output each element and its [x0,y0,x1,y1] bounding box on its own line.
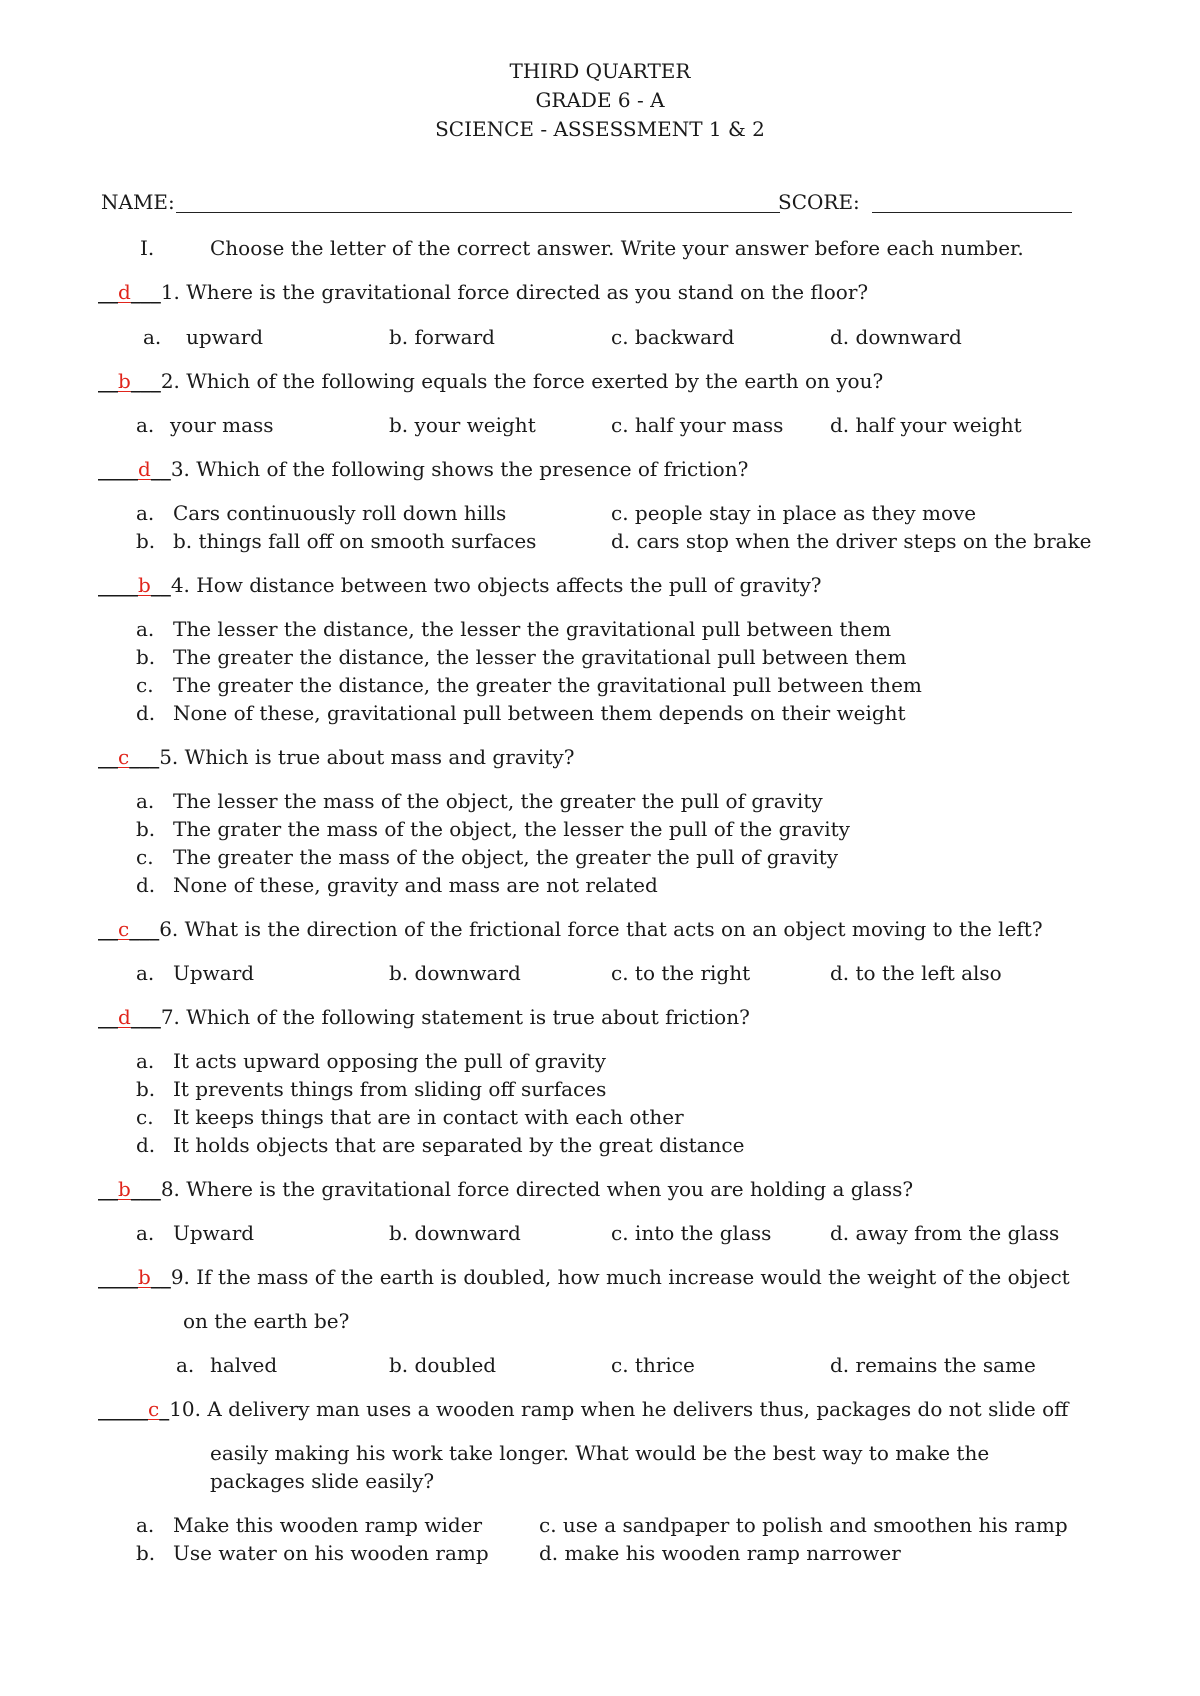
answer-blank-post[interactable]: ___ [130,369,161,393]
choice-a: Upward [173,1221,255,1245]
question-stem-continued: easily making his work take longer. What would be the best way to make the [210,1441,990,1465]
choice-letter: c. [136,673,154,697]
choice-a: halved [210,1353,278,1377]
question-2 [98,369,883,393]
choice-d: d. downward [830,325,962,349]
header-subject: SCIENCE - ASSESSMENT 1 & 2 [435,117,765,141]
answer-blank-post[interactable]: ___ [130,280,161,304]
question-6 [98,917,1043,941]
answer-key[interactable]: b [118,1177,131,1201]
answer-key[interactable]: b [118,369,131,393]
choice-a: your mass [170,413,274,437]
answer-key[interactable]: d [118,280,131,304]
choice-letter: b. [136,1541,156,1565]
answer-key[interactable]: c [118,745,130,769]
question-stem: 4. How distance between two objects affects the pull of gravity? [170,573,822,597]
answer-blank-pre[interactable]: ____ [98,573,138,597]
choice-c: The greater the mass of the object, the greater the pull of gravity [173,845,839,869]
answer-blank-pre[interactable]: __ [98,1005,118,1029]
answer-key[interactable]: c [118,917,130,941]
header-grade: GRADE 6 - A [535,88,665,112]
choice-a: The lesser the mass of the object, the greater the pull of gravity [173,789,823,813]
answer-blank-pre[interactable]: ____ [98,457,138,481]
choice-letter: a. [136,961,155,985]
choice-d: It holds objects that are separated by the great distance [173,1133,745,1157]
question-stem: 3. Which of the following shows the presence of friction? [170,457,749,481]
choice-a: The lesser the distance, the lesser the gravitational pull between them [173,617,892,641]
choice-letter: a. [176,1353,195,1377]
name-field-line[interactable] [176,212,780,213]
question-stem: 1. Where is the gravitational force directed as you stand on the floor? [160,280,869,304]
answer-blank-post[interactable]: ___ [129,745,160,769]
choice-c: c. half your mass [611,413,784,437]
answer-blank-post[interactable]: __ [150,573,171,597]
question-stem: 7. Which of the following statement is true about friction? [160,1005,750,1029]
choice-a: upward [186,325,264,349]
answer-blank-post[interactable]: _ [159,1397,170,1421]
answer-blank-post[interactable]: ___ [129,917,160,941]
choice-d: d. remains the same [830,1353,1036,1377]
choice-b: The greater the distance, the lesser the gravitational pull between them [173,645,907,669]
question-stem: 2. Which of the following equals the force exerted by the earth on you? [160,369,884,393]
question-4 [98,573,822,597]
choice-a: Make this wooden ramp wider [173,1513,483,1537]
question-7 [98,1005,750,1029]
question-9 [98,1265,1070,1289]
question-3 [98,457,748,481]
choice-b: b. downward [389,1221,521,1245]
answer-blank-pre[interactable]: __ [98,1177,118,1201]
answer-key[interactable]: d [138,457,151,481]
question-stem: 5. Which is true about mass and gravity? [159,745,575,769]
instruction-text: Choose the letter of the correct answer. Write your answer before each number. [210,236,1024,260]
answer-blank-post[interactable]: ___ [130,1005,161,1029]
choice-c: c. use a sandpaper to polish and smoothen his ramp [539,1513,1068,1537]
question-stem-continued: packages slide easily? [210,1469,435,1493]
choice-b: b. doubled [389,1353,497,1377]
answer-key[interactable]: d [118,1005,131,1029]
choice-d: d. away from the glass [830,1221,1060,1245]
choice-letter: b. [136,529,156,553]
choice-letter: b. [136,1077,156,1101]
choice-letter: b. [136,817,156,841]
choice-letter: d. [136,701,156,725]
answer-key[interactable]: b [138,1265,151,1289]
choice-letter: c. [136,1105,154,1129]
choice-b: b. your weight [389,413,536,437]
choice-letter: a. [136,617,155,641]
choice-c: c. into the glass [611,1221,772,1245]
choice-letter: a. [143,325,162,349]
choice-b: b. things fall off on smooth surfaces [173,529,537,553]
choice-b: b. downward [389,961,521,985]
question-stem: 9. If the mass of the earth is doubled, how much increase would the weight of the object [170,1265,1070,1289]
choice-c: c. to the right [611,961,751,985]
question-5 [98,745,574,769]
question-stem: 6. What is the direction of the frictional force that acts on an object moving to the left? [159,917,1043,941]
question-10 [98,1397,1068,1421]
score-field-line[interactable] [872,212,1072,213]
answer-blank-post[interactable]: __ [150,457,171,481]
choice-d: d. to the left also [830,961,1002,985]
score-label: SCORE: [778,190,860,214]
choice-c: c. thrice [611,1353,695,1377]
choice-letter: d. [136,1133,156,1157]
question-stem: 8. Where is the gravitational force directed when you are holding a glass? [160,1177,914,1201]
answer-key[interactable]: b [138,573,151,597]
question-stem: 10. A delivery man uses a wooden ramp when he delivers thus, packages do not slide off [169,1397,1069,1421]
choice-letter: a. [136,1221,155,1245]
choice-letter: a. [136,413,155,437]
choice-d: None of these, gravitational pull between them depends on their weight [173,701,906,725]
choice-letter: a. [136,1513,155,1537]
choice-d: d. make his wooden ramp narrower [539,1541,901,1565]
answer-blank-pre[interactable]: __ [98,280,118,304]
choice-a: Upward [173,961,255,985]
choice-c: The greater the distance, the greater the gravitational pull between them [173,673,922,697]
answer-blank-pre[interactable]: _____ [98,1397,148,1421]
choice-c: It keeps things that are in contact with each other [173,1105,684,1129]
instruction-numeral: I. [140,236,155,260]
choice-b: It prevents things from sliding off surfaces [173,1077,607,1101]
answer-blank-pre[interactable]: __ [98,745,118,769]
choice-a: It acts upward opposing the pull of gravity [173,1049,606,1073]
choice-a: Cars continuously roll down hills [173,501,507,525]
choice-b: b. forward [389,325,495,349]
answer-blank-pre[interactable]: __ [98,369,118,393]
choice-c: c. backward [611,325,735,349]
header-quarter: THIRD QUARTER [509,59,691,83]
question-1 [98,280,868,304]
question-8 [98,1177,913,1201]
choice-d: d. cars stop when the driver steps on the brake [611,529,1092,553]
choice-d: d. half your weight [830,413,1022,437]
choice-letter: d. [136,873,156,897]
choice-b: The grater the mass of the object, the lesser the pull of the gravity [173,817,850,841]
choice-letter: c. [136,845,154,869]
answer-blank-pre[interactable]: ____ [98,1265,138,1289]
question-stem-continued: on the earth be? [183,1309,350,1333]
choice-d: None of these, gravity and mass are not related [173,873,658,897]
answer-blank-post[interactable]: __ [150,1265,171,1289]
choice-c: c. people stay in place as they move [611,501,977,525]
choice-letter: a. [136,1049,155,1073]
choice-b: Use water on his wooden ramp [173,1541,489,1565]
answer-blank-post[interactable]: ___ [130,1177,161,1201]
name-label: NAME: [101,190,175,214]
answer-blank-pre[interactable]: __ [98,917,118,941]
choice-letter: a. [136,789,155,813]
answer-key[interactable]: c [148,1397,160,1421]
choice-letter: b. [136,645,156,669]
choice-letter: a. [136,501,155,525]
